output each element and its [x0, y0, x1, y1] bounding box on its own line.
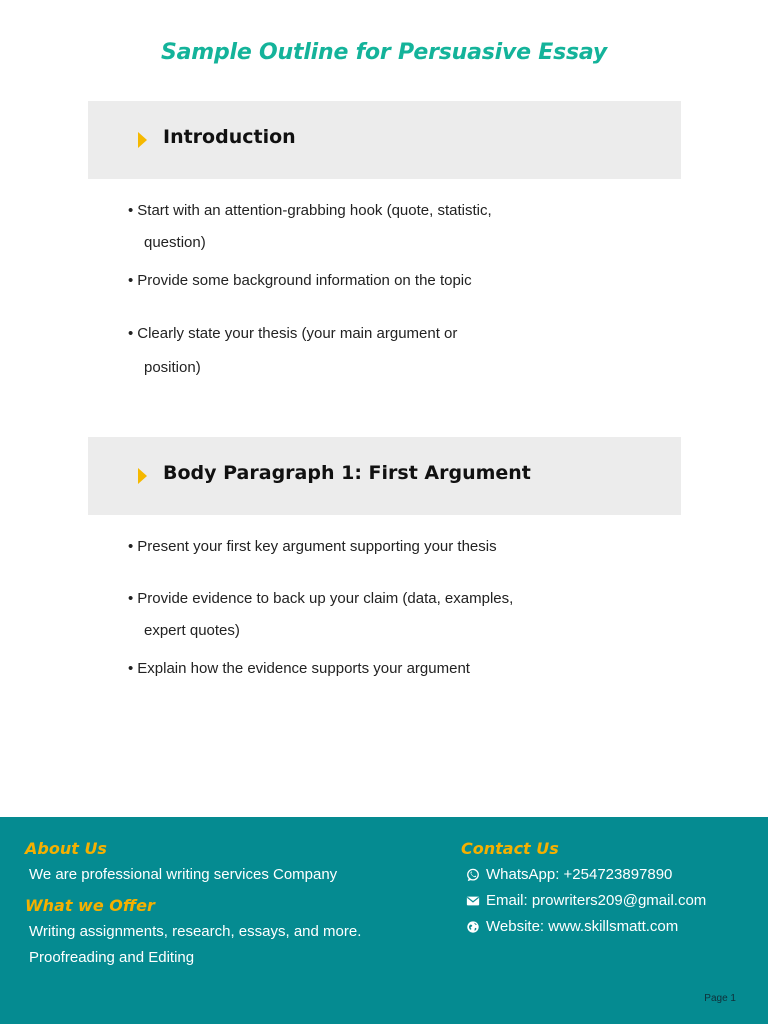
- bullet-glyph: •: [128, 202, 134, 219]
- section-header-body-paragraph-1: [88, 437, 681, 515]
- page-number: Page 1: [704, 993, 736, 1004]
- offer-heading: What we Offer: [25, 896, 155, 915]
- globe-icon: [466, 920, 480, 934]
- email-text: Email: prowriters209@gmail.com: [486, 892, 707, 909]
- list-item: [128, 653, 548, 685]
- section-heading: Introduction: [163, 126, 296, 148]
- offer-text: Proofreading and Editing: [29, 949, 195, 966]
- contact-heading: Contact Us: [461, 839, 559, 858]
- offer-text: Writing assignments, research, essays, and more.: [29, 923, 362, 940]
- list-item-text-continued: question): [144, 234, 206, 251]
- bullet-glyph: •: [128, 660, 134, 677]
- about-text: We are professional writing services Company: [29, 866, 338, 883]
- list-item-text: Provide some background information on the topic: [137, 272, 472, 289]
- list-item-text: Start with an attention-grabbing hook (quote, statistic,: [137, 202, 492, 219]
- list-item-text: Explain how the evidence supports your argument: [137, 660, 470, 677]
- arrow-right-icon: [138, 468, 147, 484]
- bullet-glyph: •: [128, 272, 134, 289]
- list-item-text: Clearly state your thesis (your main argument or: [137, 325, 458, 342]
- list-item-text: Present your first key argument supporting your thesis: [137, 538, 497, 555]
- contact-website[interactable]: [466, 918, 678, 935]
- bullet-glyph: •: [128, 538, 134, 555]
- website-text: Website: www.skillsmatt.com: [486, 918, 679, 935]
- list-item-text: Provide evidence to back up your claim (data, examples,: [137, 590, 514, 607]
- list-item-text-continued: expert quotes): [144, 622, 240, 639]
- about-heading: About Us: [25, 839, 107, 858]
- bullet-glyph: •: [128, 590, 134, 607]
- section-header-introduction: [88, 101, 681, 179]
- list-item: [128, 583, 548, 647]
- footer: [0, 817, 768, 1024]
- list-item: [128, 531, 548, 563]
- contact-email[interactable]: [466, 892, 706, 909]
- section-heading: Body Paragraph 1: First Argument: [163, 462, 531, 484]
- page-title: Sample Outline for Persuasive Essay: [160, 40, 608, 65]
- list-item: [128, 317, 548, 385]
- bullet-glyph: •: [128, 325, 134, 342]
- list-item-text-continued: position): [144, 359, 201, 376]
- list-item: [128, 265, 548, 297]
- whatsapp-icon: [466, 868, 480, 882]
- contact-whatsapp[interactable]: [466, 866, 672, 883]
- whatsapp-text: WhatsApp: +254723897890: [486, 866, 673, 883]
- envelope-icon: [466, 894, 480, 908]
- list-item: [128, 195, 548, 259]
- arrow-right-icon: [138, 132, 147, 148]
